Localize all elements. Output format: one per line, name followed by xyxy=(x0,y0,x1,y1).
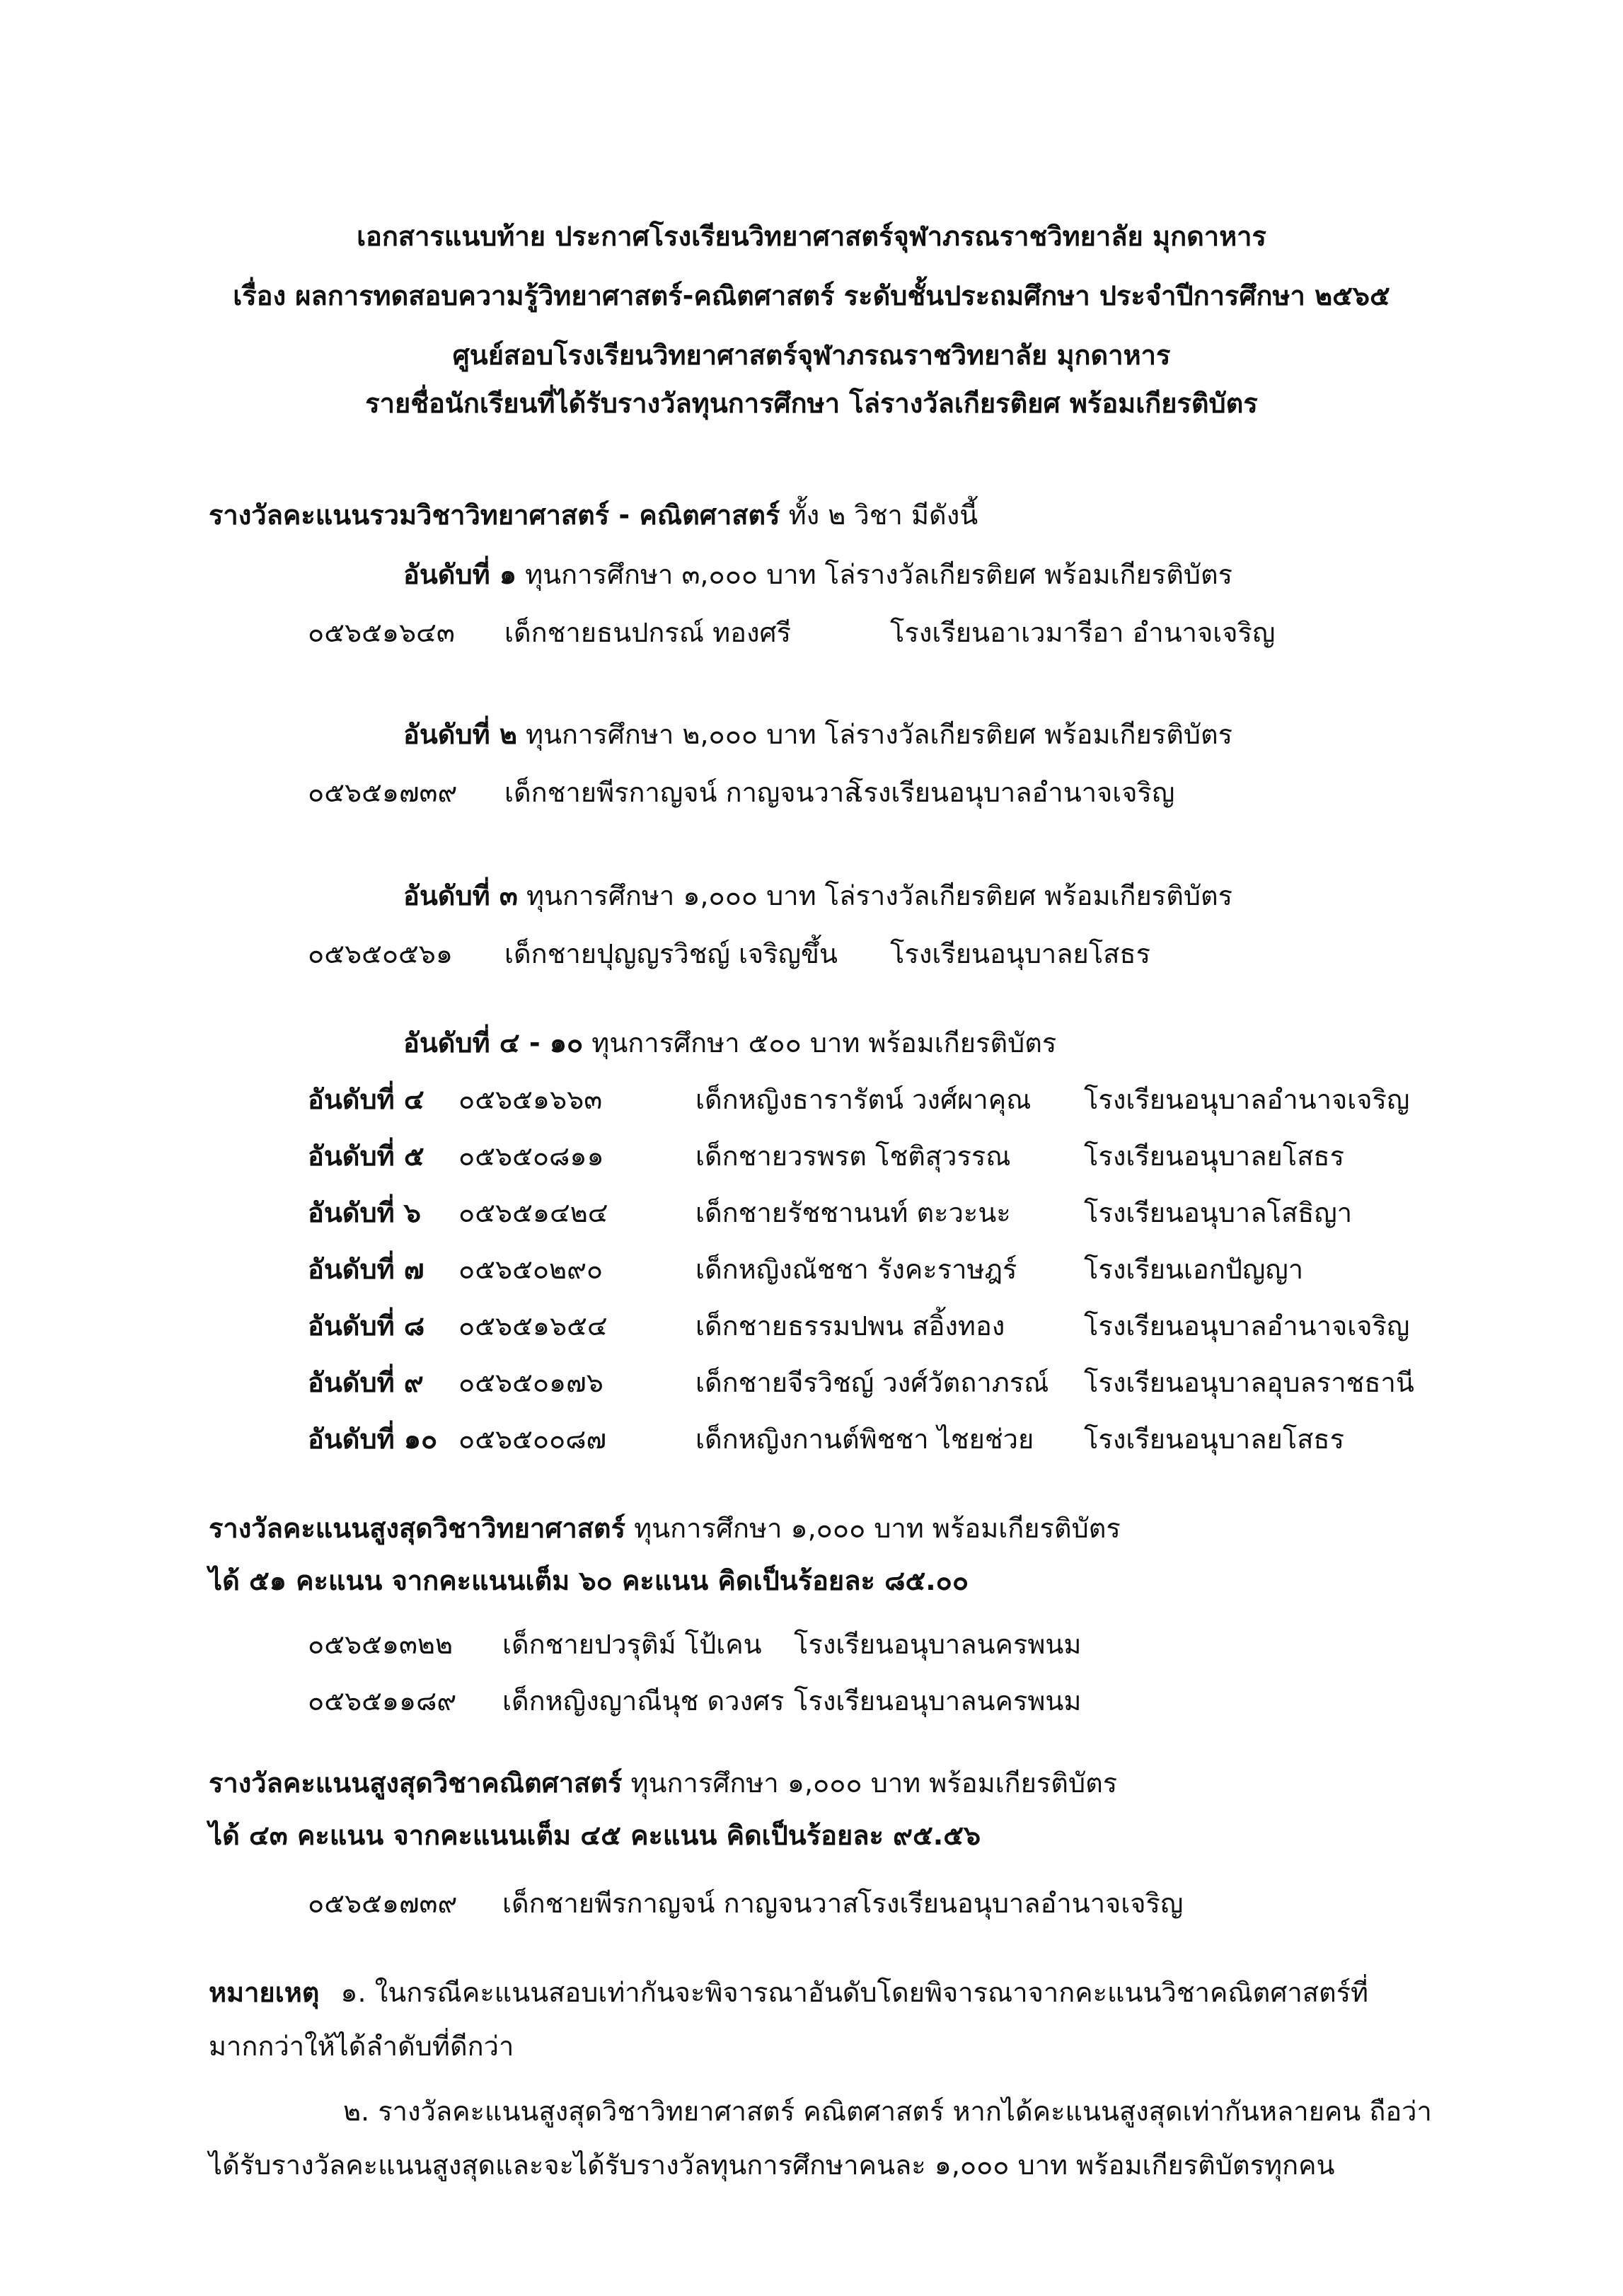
science-name: เด็กชายปวรุติม์ โป้เคน xyxy=(502,1629,762,1660)
row-id: ๐๕๖๕๐๘๑๑ xyxy=(458,1141,604,1172)
rank3-id: ๐๕๖๕๐๕๖๑ xyxy=(308,938,454,969)
rank2-heading xyxy=(403,716,1232,753)
rank3-label: อันดับที่ ๓ xyxy=(403,880,518,911)
combined-heading-rest: ทั้ง ๒ วิชา มีดังนี้ xyxy=(780,500,978,531)
row-rank: อันดับที่ ๘ xyxy=(308,1310,425,1342)
note-2-line-2: ได้รับรางวัลคะแนนสูงสุดและจะได้รับรางวัลทุนการศึกษาคนละ ๑,๐๐๐ บาท พร้อมเกียรติบัตรทุกคน xyxy=(209,2150,1335,2181)
row-rank: อันดับที่ ๑๐ xyxy=(308,1424,438,1455)
rank2-school: โรงเรียนอนุบาลอำนาจเจริญ xyxy=(849,777,1175,808)
rank3-school: โรงเรียนอนุบาลยโสธร xyxy=(890,938,1151,969)
row-school: โรงเรียนอนุบาลยโสธร xyxy=(1084,1424,1345,1455)
ranks4to10-prize: ทุนการศึกษา ๕๐๐ บาท พร้อมเกียรติบัตร xyxy=(583,1027,1057,1058)
rank1-prize: ทุนการศึกษา ๓,๐๐๐ บาท โล่รางวัลเกียรติยศ พร้อมเกียรติบัตร xyxy=(516,559,1233,590)
combined-heading xyxy=(209,497,978,533)
row-id: ๐๕๖๕๐๑๗๖ xyxy=(458,1367,603,1398)
science-id: ๐๕๖๕๑๑๘๙ xyxy=(308,1685,457,1717)
math-school: โรงเรียนอนุบาลอำนาจเจริญ xyxy=(857,1888,1184,1919)
math-heading xyxy=(209,1765,1117,1801)
row-id: ๐๕๖๕๑๖๕๔ xyxy=(458,1310,608,1342)
science-heading xyxy=(209,1510,1121,1547)
row-name: เด็กชายจีรวิชญ์ วงศ์วัตถาภรณ์ xyxy=(695,1367,1049,1398)
rank1-id: ๐๕๖๕๑๖๔๓ xyxy=(308,617,455,648)
science-school: โรงเรียนอนุบาลนครพนม xyxy=(794,1629,1082,1660)
rank3-name: เด็กชายปุญญรวิชญ์ เจริญขึ้น xyxy=(504,938,838,969)
math-score: ได้ ๔๓ คะแนน จากคะแนนเต็ม ๔๕ คะแนน คิดเป็นร้อยละ ๙๕.๕๖ xyxy=(209,1820,981,1851)
note-1-line-1 xyxy=(209,1974,1368,2011)
science-id: ๐๕๖๕๑๓๒๒ xyxy=(308,1629,454,1660)
notes-label: หมายเหตุ xyxy=(209,1977,320,2008)
row-name: เด็กชายวรพรต โชติสุวรรณ xyxy=(695,1141,1011,1172)
row-rank: อันดับที่ ๗ xyxy=(308,1254,424,1285)
row-name: เด็กชายธรรมปพน สอิ้งทอง xyxy=(695,1310,1005,1342)
row-rank: อันดับที่ ๙ xyxy=(308,1367,424,1398)
header-line-1: เอกสารแนบท้าย ประกาศโรงเรียนวิทยาศาสตร์จุฬาภรณราชวิทยาลัย มุกดาหาร xyxy=(357,221,1266,252)
math-heading-rest: ทุนการศึกษา ๑,๐๐๐ บาท พร้อมเกียรติบัตร xyxy=(622,1767,1118,1799)
row-school: โรงเรียนอนุบาลอุบลราชธานี xyxy=(1084,1367,1414,1398)
rank1-name: เด็กชายธนปกรณ์ ทองศรี xyxy=(504,617,792,648)
ranks4to10-heading xyxy=(403,1025,1056,1061)
math-name: เด็กชายพีรกาญจน์ กาญจนวาส xyxy=(502,1888,859,1919)
row-id: ๐๕๖๕๐๐๘๗ xyxy=(458,1424,607,1455)
math-id: ๐๕๖๕๑๗๓๙ xyxy=(308,1888,458,1919)
row-school: โรงเรียนอนุบาลอำนาจเจริญ xyxy=(1084,1084,1410,1115)
row-id: ๐๕๖๕๐๒๙๐ xyxy=(458,1254,603,1285)
header-line-3: ศูนย์สอบโรงเรียนวิทยาศาสตร์จุฬาภรณราชวิทยาลัย มุกดาหาร xyxy=(452,340,1171,371)
rank2-label: อันดับที่ ๒ xyxy=(403,719,517,750)
row-school: โรงเรียนอนุบาลอำนาจเจริญ xyxy=(1084,1310,1410,1342)
row-name: เด็กหญิงธารารัตน์ วงศ์ผาคุณ xyxy=(695,1084,1032,1115)
header-line-4: รายชื่อนักเรียนที่ได้รับรางวัลทุนการศึกษา โล่รางวัลเกียรติยศ พร้อมเกียรติบัตร xyxy=(365,388,1258,419)
science-name: เด็กหญิงญาณีนุช ดวงศร xyxy=(502,1685,785,1717)
row-school: โรงเรียนอนุบาลยโสธร xyxy=(1084,1141,1345,1172)
math-heading-bold: รางวัลคะแนนสูงสุดวิชาคณิตศาสตร์ xyxy=(209,1767,623,1799)
combined-heading-bold: รางวัลคะแนนรวมวิชาวิทยาศาสตร์ - คณิตศาสตร์ xyxy=(209,500,780,531)
rank1-label: อันดับที่ ๑ xyxy=(403,559,516,590)
science-heading-rest: ทุนการศึกษา ๑,๐๐๐ บาท พร้อมเกียรติบัตร xyxy=(625,1513,1121,1544)
row-name: เด็กชายรัชชานนท์ ตะวะนะ xyxy=(695,1197,1011,1228)
row-rank: อันดับที่ ๖ xyxy=(308,1197,421,1228)
science-school: โรงเรียนอนุบาลนครพนม xyxy=(794,1685,1082,1717)
row-id: ๐๕๖๕๑๔๒๔ xyxy=(458,1197,608,1228)
rank3-prize: ทุนการศึกษา ๑,๐๐๐ บาท โล่รางวัลเกียรติยศ พร้อมเกียรติบัตร xyxy=(517,880,1233,911)
science-score: ได้ ๕๑ คะแนน จากคะแนนเต็ม ๖๐ คะแนน คิดเป็นร้อยละ ๘๕.๐๐ xyxy=(209,1565,969,1596)
rank3-heading xyxy=(403,877,1232,914)
rank2-prize: ทุนการศึกษา ๒,๐๐๐ บาท โล่รางวัลเกียรติยศ พร้อมเกียรติบัตร xyxy=(516,719,1233,750)
row-name: เด็กหญิงณัชชา รังคะราษฎร์ xyxy=(695,1254,1017,1285)
rank2-name: เด็กชายพีรกาญจน์ กาญจนวาส xyxy=(504,777,861,808)
row-name: เด็กหญิงกานต์พิชชา ไชยช่วย xyxy=(695,1424,1034,1455)
science-heading-bold: รางวัลคะแนนสูงสุดวิชาวิทยาศาสตร์ xyxy=(209,1513,626,1544)
ranks4to10-label: อันดับที่ ๔ - ๑๐ xyxy=(403,1027,584,1058)
header-line-2: เรื่อง ผลการทดสอบความรู้วิทยาศาสตร์-คณิตศาสตร์ ระดับชั้นประถมศึกษา ประจำปีการศึกษา ๒๕๖๕ xyxy=(233,280,1390,311)
note-1-text: ๑. ในกรณีคะแนนสอบเท่ากันจะพิจารณาอันดับโดยพิจารณาจากคะแนนวิชาคณิตศาสตร์ที่ xyxy=(340,1977,1369,2008)
rank1-heading xyxy=(403,556,1232,593)
row-rank: อันดับที่ ๔ xyxy=(308,1084,424,1115)
row-id: ๐๕๖๕๑๖๖๓ xyxy=(458,1084,603,1115)
row-school: โรงเรียนเอกปัญญา xyxy=(1084,1254,1304,1285)
rank1-school: โรงเรียนอาเวมารีอา อำนาจเจริญ xyxy=(890,617,1276,648)
rank2-id: ๐๕๖๕๑๗๓๙ xyxy=(308,777,458,808)
row-school: โรงเรียนอนุบาลโสธิญา xyxy=(1084,1197,1353,1228)
note-1-line-2: มากกว่าให้ได้ลำดับที่ดีกว่า xyxy=(209,2031,514,2062)
note-2-line-1: ๒. รางวัลคะแนนสูงสุดวิชาวิทยาศาสตร์ คณิตศาสตร์ หากได้คะแนนสูงสุดเท่ากันหลายคน ถือว่า xyxy=(343,2096,1432,2127)
row-rank: อันดับที่ ๕ xyxy=(308,1141,424,1172)
